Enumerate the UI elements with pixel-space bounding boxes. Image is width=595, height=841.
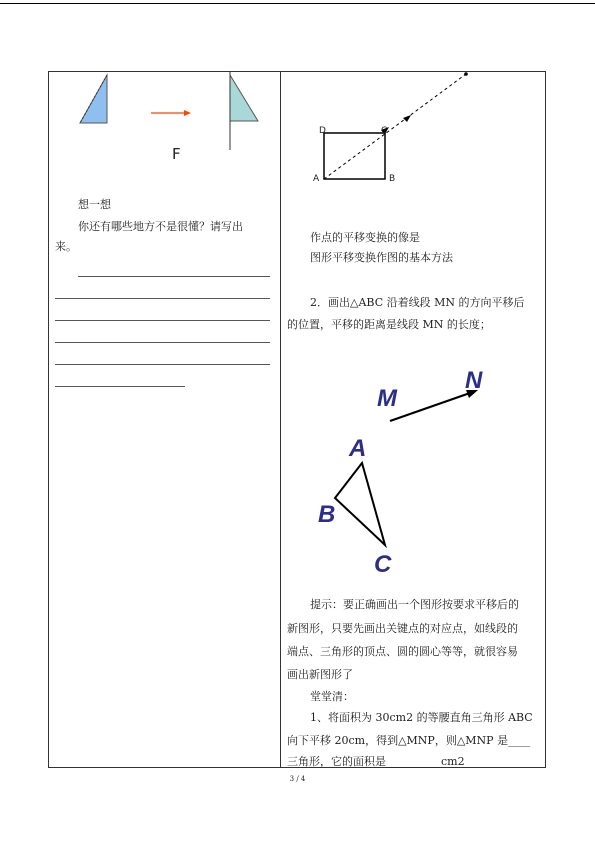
think-title: 想一想 — [78, 198, 111, 211]
label-b: B — [318, 501, 336, 528]
triangle-abc — [335, 463, 385, 545]
page-number: 3 / 4 — [289, 775, 306, 783]
think-prompt-line1: 你还有哪些地方不是很懂？请写出 — [78, 220, 243, 233]
class-practice-heading: 堂堂清： — [310, 690, 354, 703]
segment-mn — [390, 393, 470, 421]
question2-line1: 2．画出△ABC 沿着线段 MN 的方向平移后 — [310, 296, 525, 309]
exercise1-line2: 向下平移 20cm，得到△MNP，则△MNP 是____ — [287, 734, 531, 747]
rect-label-c: C — [381, 126, 388, 136]
hint-line3: 端点、三角形的顶点、圆的圆心等等，就很容易 — [287, 645, 518, 658]
rect-label-d: D — [319, 126, 326, 136]
rect-label-a: A — [313, 174, 320, 184]
question2-line2: 的位置，平移的距离是线段 MN 的长度； — [287, 318, 491, 331]
exercise1-line3: 三角形，它的面积是__________cm2 — [287, 755, 465, 768]
method-line2: 图形平移变换作图的基本方法 — [310, 251, 453, 264]
hint-line1: 提示：要正确画出一个图形按要求平移后的 — [310, 598, 519, 611]
method-line1: 作点的平移变换的像是 — [310, 231, 420, 244]
hint-line4: 画出新图形了 — [287, 668, 353, 681]
think-prompt-line2: 来。 — [55, 240, 77, 253]
label-n: N — [465, 367, 483, 394]
label-c: C — [374, 551, 392, 578]
rect-label-b: B — [389, 174, 396, 184]
exercise1-line1: 1、将面积为 30cm2 的等腰直角三角形 ABC — [310, 711, 533, 724]
label-m: M — [377, 385, 397, 412]
figure-label-f: F — [172, 145, 181, 163]
hint-line2: 新图形，只要先画出关键点的对应点，如线段的 — [287, 622, 518, 635]
label-a: A — [349, 435, 367, 462]
